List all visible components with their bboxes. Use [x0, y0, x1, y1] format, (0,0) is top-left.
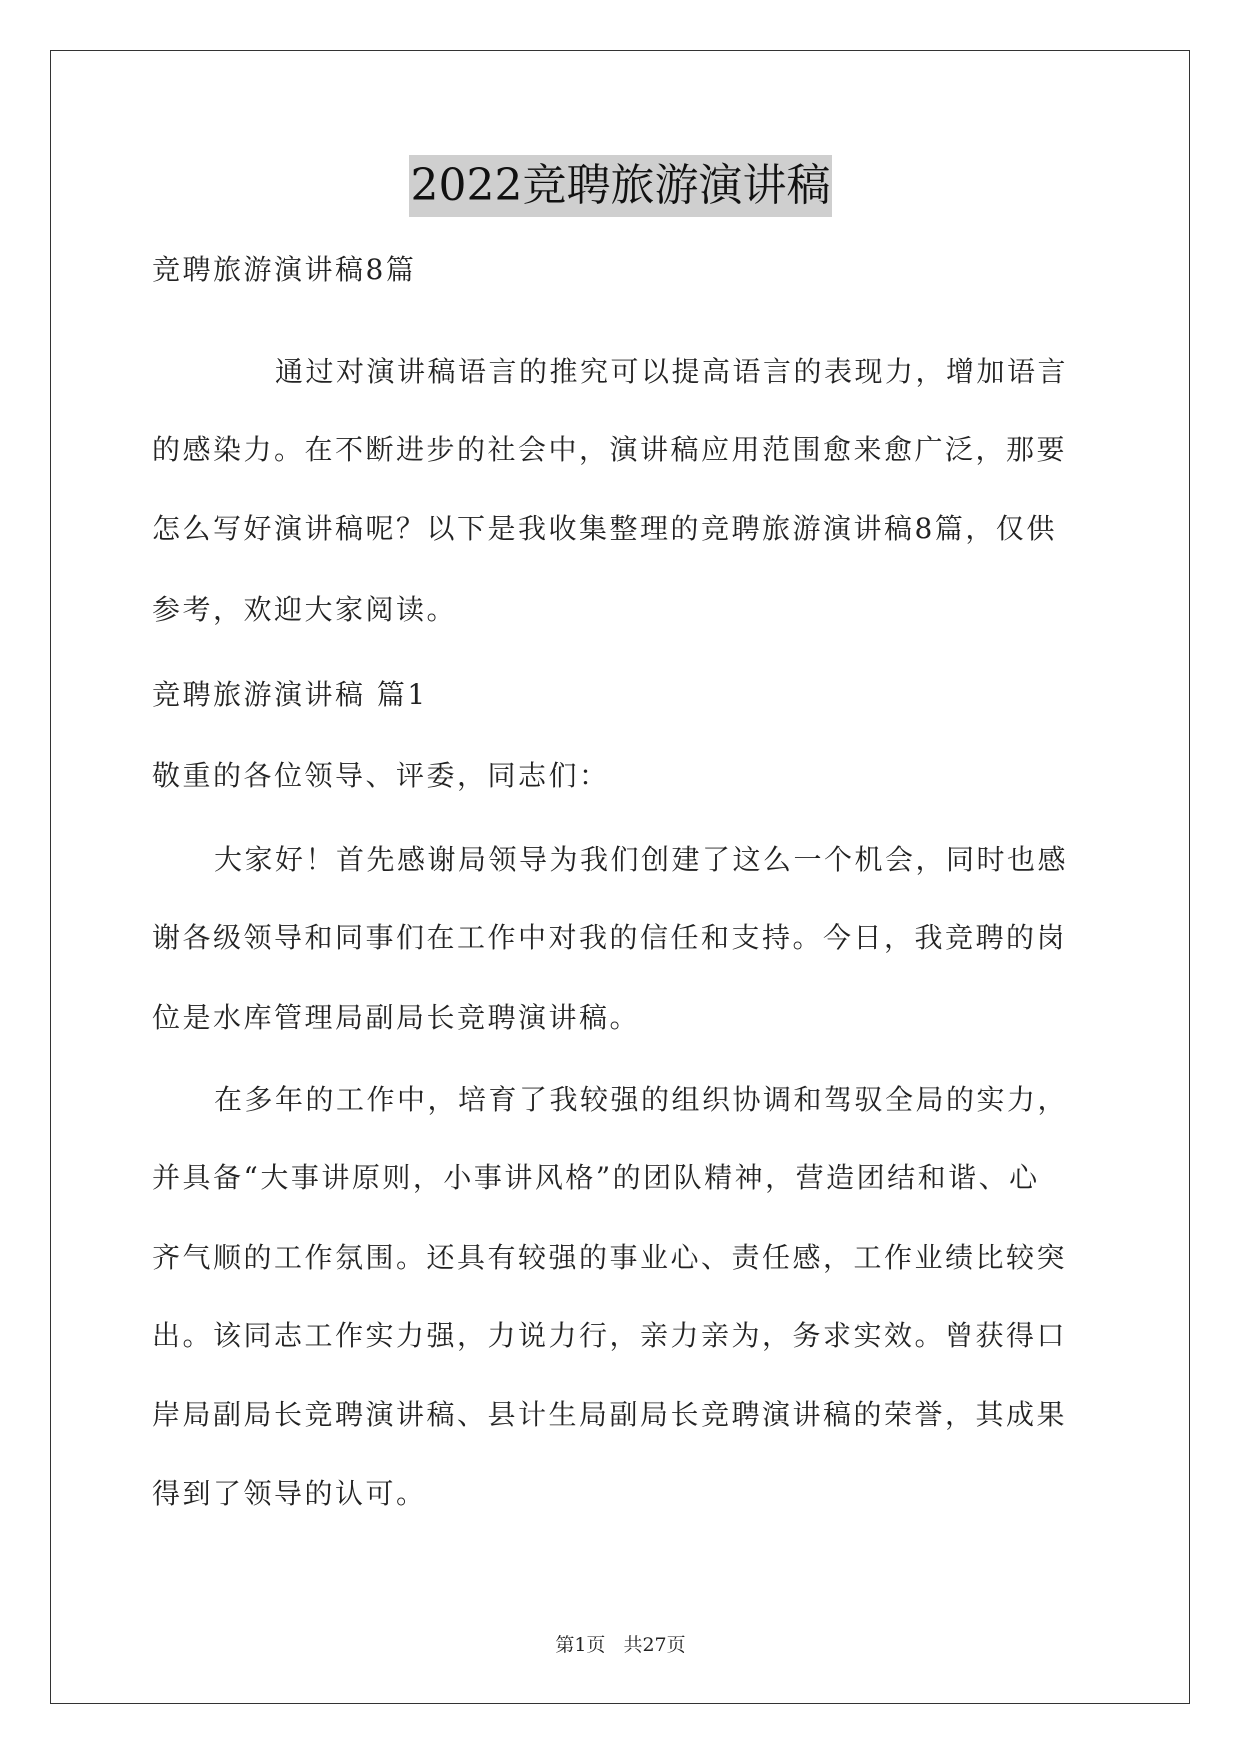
page-footer	[0, 1630, 1241, 1657]
document-subtitle: 竞聘旅游演讲稿8篇	[152, 253, 417, 286]
paragraph-line: 岸局副局长竞聘演讲稿、县计生局副局长竞聘演讲稿的荣誉，其成果	[152, 1398, 1068, 1431]
page-number: 第1页	[555, 1634, 606, 1656]
title-block	[0, 155, 1241, 217]
intro-line: 的感染力。在不断进步的社会中，演讲稿应用范围愈来愈广泛，那要	[152, 433, 1068, 466]
paragraph-line: 大家好！首先感谢局领导为我们创建了这么一个机会，同时也感	[214, 843, 1069, 876]
document-title: 2022竞聘旅游演讲稿	[409, 155, 833, 217]
salutation: 敬重的各位领导、评委，同志们：	[152, 759, 610, 792]
paragraph-line: 出。该同志工作实力强，力说力行，亲力亲为，务求实效。曾获得口	[152, 1319, 1068, 1352]
paragraph-line: 并具备“大事讲原则，小事讲风格”的团队精神，营造团结和谐、心	[152, 1161, 1040, 1194]
paragraph-line: 得到了领导的认可。	[152, 1477, 427, 1510]
intro-line: 怎么写好演讲稿呢？以下是我收集整理的竞聘旅游演讲稿8篇，仅供	[152, 512, 1057, 545]
intro-line: 通过对演讲稿语言的推究可以提高语言的表现力，增加语言	[275, 355, 1069, 388]
page-total: 共27页	[623, 1634, 686, 1656]
paragraph-line: 位是水库管理局副局长竞聘演讲稿。	[152, 1001, 641, 1034]
paragraph-line: 在多年的工作中，培育了我较强的组织协调和驾驭全局的实力，	[214, 1083, 1069, 1116]
section-heading: 竞聘旅游演讲稿 篇1	[152, 678, 428, 711]
intro-line: 参考，欢迎大家阅读。	[152, 593, 458, 626]
paragraph-line: 谢各级领导和同事们在工作中对我的信任和支持。今日，我竞聘的岗	[152, 921, 1068, 954]
paragraph-line: 齐气顺的工作氛围。还具有较强的事业心、责任感，工作业绩比较突	[152, 1241, 1068, 1274]
